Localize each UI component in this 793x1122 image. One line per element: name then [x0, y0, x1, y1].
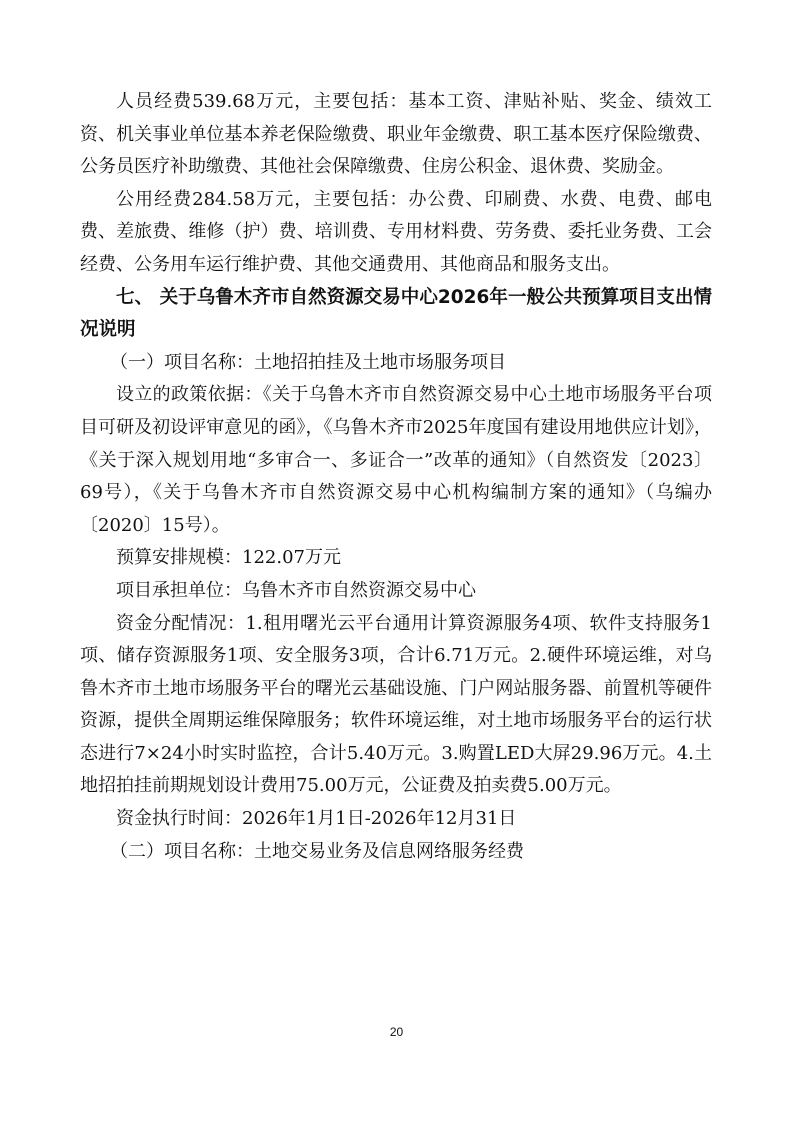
project1-budget-scale: 预算安排规模：122.07万元: [116, 547, 341, 569]
page-content: [80, 86, 712, 868]
project1-policy-basis: 设立的政策依据：《关于乌鲁木齐市自然资源交易中心土地市场服务平台项目可研及初设评审意见的函》，《乌鲁木齐市2025年度国有建设用地供应计划》，《关于深入规划用地“多审合一、多证合一”改革的通知》（自然资发〔2023〕69号），《关于乌鲁木齐市自然资源交易中心机构编制方案的通知》（乌编办〔2020〕15号）。: [80, 384, 712, 536]
section-heading: 七、 关于乌鲁木齐市自然资源交易中心2026年一般公共预算项目支出情况说明: [80, 286, 712, 341]
project1-responsible-unit: 项目承担单位：乌鲁木齐市自然资源交易中心: [116, 579, 476, 601]
public-expense-paragraph: 公用经费284.58万元，主要包括：办公费、印刷费、水费、电费、邮电费、差旅费、维修（护）费、培训费、专用材料费、劳务费、委托业务费、工会经费、公务用车运行维护费、其他交通费用、其他商品和服务支出。: [80, 188, 712, 275]
project1-execution-period: 资金执行时间：2026年1月1日-2026年12月31日: [116, 808, 517, 830]
project2-name: （二）项目名称：土地交易业务及信息网络服务经费: [110, 840, 524, 862]
page-number: 20: [389, 1025, 404, 1039]
personnel-expense-paragraph: 人员经费539.68万元，主要包括：基本工资、津贴补贴、奖金、绩效工资、机关事业单位基本养老保险缴费、职业年金缴费、职工基本医疗保险缴费、公务员医疗补助缴费、其他社会保障缴费、住房公积金、退休费、奖励金。: [80, 91, 712, 178]
project1-name: （一）项目名称：土地招拍挂及土地市场服务项目: [110, 351, 506, 373]
project1-fund-allocation: 资金分配情况：1.租用曙光云平台通用计算资源服务4项、软件支持服务1项、储存资源服务1项、安全服务3项，合计6.71万元。2.硬件环境运维，对乌鲁木齐市土地市场服务平台的曙光云基础设施、门户网站服务器、前置机等硬件资源，提供全周期运维保障服务；软件环境运维，对土地市场服务平台的运行状态进行7×24小时实时监控，合计5.40万元。3.购置LED大屏29.96万元。4.土地招拍挂前期规划设计费用75.00万元，公证费及拍卖费5.00万元。: [80, 612, 712, 797]
